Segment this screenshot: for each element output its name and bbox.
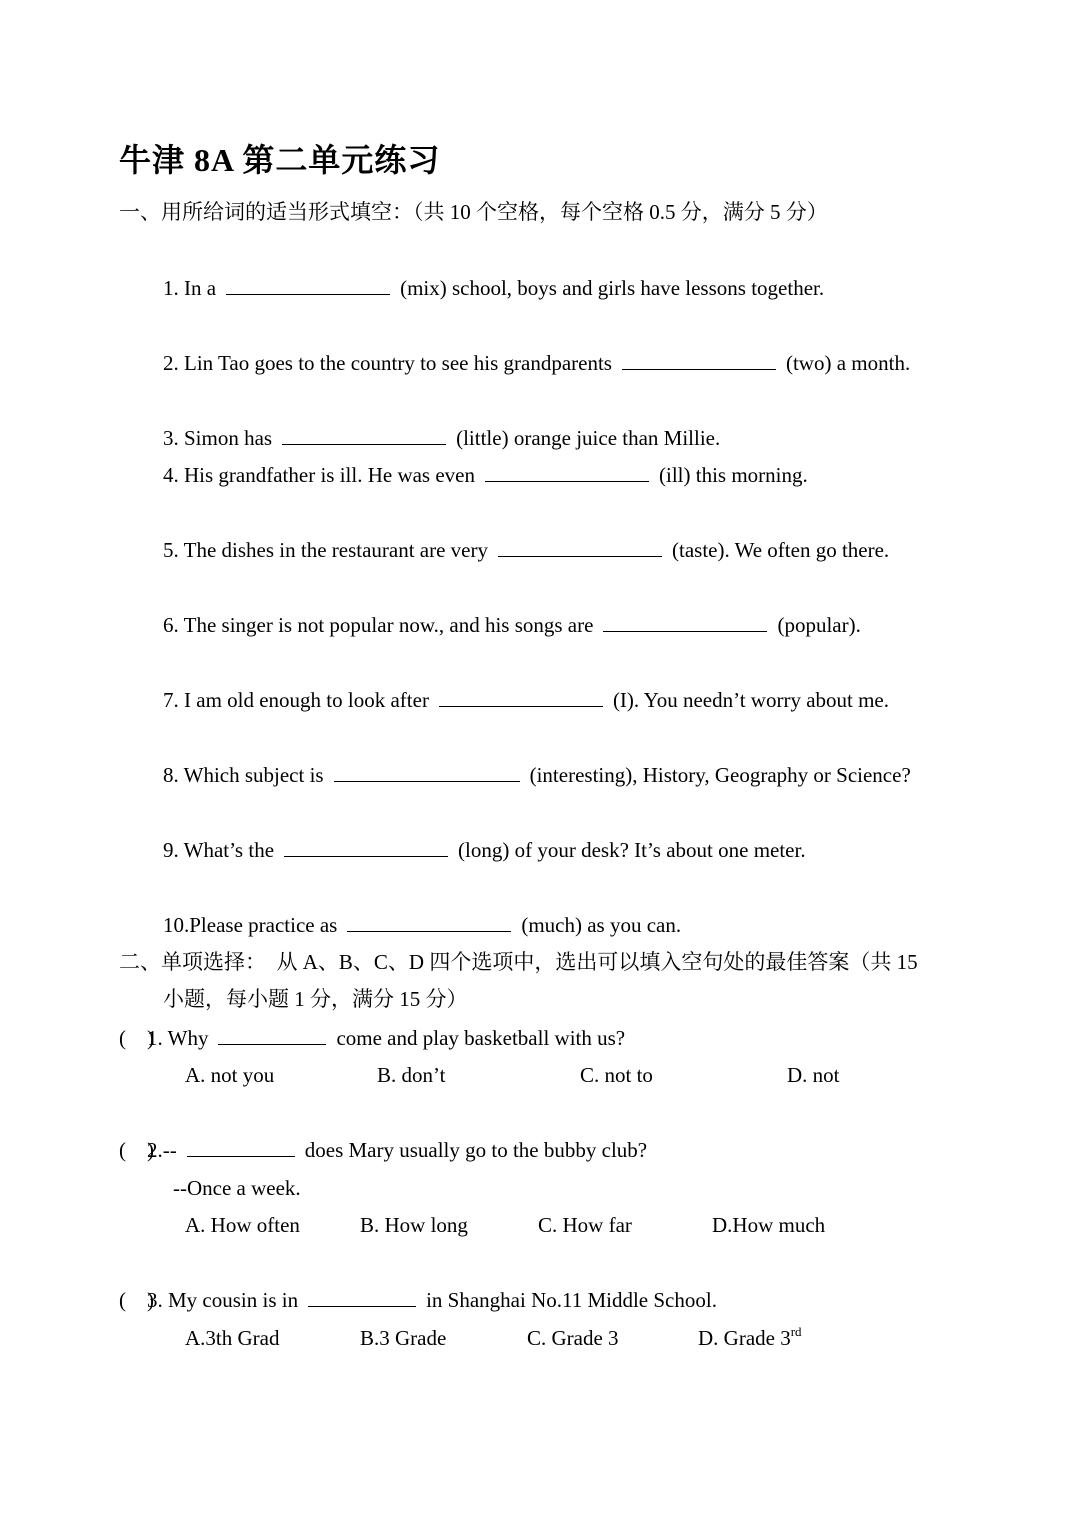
ordinal-superscript: rd (790, 1324, 802, 1339)
answer-blank[interactable] (498, 538, 662, 557)
question-2 (119, 1137, 647, 1163)
fill-item-3 (163, 425, 720, 451)
option-d[interactable] (698, 1325, 802, 1351)
fill-item-10 (163, 912, 681, 938)
answer-blank[interactable] (284, 838, 448, 857)
section1-heading: 一、用所给词的适当形式填空：（共 10 个空格，每个空格 0.5 分，满分 5 分） (119, 200, 828, 224)
answer-blank[interactable] (308, 1288, 416, 1307)
fill-item-4 (163, 462, 808, 488)
item-text-pre: 1. In a (163, 276, 217, 300)
item-text-pre: 6. The singer is not popular now., and his songs are (163, 613, 594, 637)
item-text-post: (interesting), History, Geography or Science? (529, 763, 911, 787)
option-a[interactable]: A. How often (185, 1213, 300, 1237)
question-text-pre: 3. My cousin is in (147, 1288, 299, 1312)
question-text-post: does Mary usually go to the bubby club? (304, 1138, 648, 1162)
option-d[interactable]: D.How much (712, 1213, 826, 1237)
item-text-post: (I). You needn’t worry about me. (612, 688, 890, 712)
item-text-post: (long) of your desk? It’s about one meter. (458, 838, 806, 862)
option-a[interactable]: A. not you (185, 1063, 275, 1087)
fill-item-8 (163, 762, 911, 788)
item-text-pre: 3. Simon has (163, 426, 273, 450)
item-text-post: (popular). (777, 613, 861, 637)
option-c[interactable]: C. How far (538, 1213, 632, 1237)
answer-blank[interactable] (347, 913, 511, 932)
item-text-post: (much) as you can. (521, 913, 682, 937)
question-text-pre: 1. Why (147, 1026, 209, 1050)
section2-heading-line2: 小题，每小题 1 分，满分 15 分） (163, 987, 468, 1011)
answer-blank[interactable] (485, 463, 649, 482)
fill-item-2 (163, 350, 910, 376)
item-text-post: (ill) this morning. (659, 463, 808, 487)
fill-item-9 (163, 837, 806, 863)
item-text-pre: 2. Lin Tao goes to the country to see his grandparents (163, 351, 612, 375)
fill-item-5 (163, 537, 889, 563)
answer-blank[interactable] (622, 351, 776, 370)
item-text-post: (mix) school, boys and girls have lessons together. (400, 276, 825, 300)
option-c[interactable]: C. not to (580, 1063, 653, 1087)
question-text-post: in Shanghai No.11 Middle School. (426, 1288, 717, 1312)
question-text-pre: 2.-- (147, 1138, 177, 1162)
section2-heading-line1: 二、单项选择： 从 A、B、C、D 四个选项中，选出可以填入空句处的最佳答案（共 15 (119, 950, 918, 974)
page-title: 牛津 8A 第二单元练习 (119, 142, 441, 178)
question-3 (119, 1287, 717, 1313)
question-1 (119, 1025, 625, 1051)
item-text-pre: 9. What’s the (163, 838, 275, 862)
item-text-post: (taste). We often go there. (672, 538, 890, 562)
option-a[interactable]: A.3th Grad (185, 1326, 280, 1350)
item-text-pre: 5. The dishes in the restaurant are very (163, 538, 488, 562)
answer-bracket[interactable]: ( ) (119, 1288, 154, 1312)
option-d-text: D. Grade 3 (698, 1326, 791, 1350)
answer-blank[interactable] (603, 613, 767, 632)
item-text-pre: 8. Which subject is (163, 763, 324, 787)
fill-item-7 (163, 687, 889, 713)
option-d[interactable]: D. not (787, 1063, 840, 1087)
item-text-pre: 7. I am old enough to look after (163, 688, 429, 712)
fill-item-1 (163, 275, 824, 301)
answer-bracket[interactable]: ( ) (119, 1138, 154, 1162)
answer-blank[interactable] (218, 1026, 326, 1045)
item-text-pre: 10.Please practice as (163, 913, 338, 937)
answer-blank[interactable] (187, 1138, 295, 1157)
option-c[interactable]: C. Grade 3 (527, 1326, 619, 1350)
answer-blank[interactable] (226, 276, 390, 295)
fill-item-6 (163, 612, 861, 638)
option-b[interactable]: B.3 Grade (360, 1326, 447, 1350)
item-text-post: (little) orange juice than Millie. (456, 426, 721, 450)
item-text-pre: 4. His grandfather is ill. He was even (163, 463, 475, 487)
answer-blank[interactable] (334, 763, 520, 782)
item-text-post: (two) a month. (785, 351, 911, 375)
option-b[interactable]: B. don’t (377, 1063, 446, 1087)
dialogue-answer: --Once a week. (173, 1176, 301, 1200)
answer-blank[interactable] (282, 426, 446, 445)
answer-bracket[interactable]: ( ) (119, 1026, 154, 1050)
answer-blank[interactable] (439, 688, 603, 707)
option-b[interactable]: B. How long (360, 1213, 468, 1237)
question-text-post: come and play basketball with us? (336, 1026, 626, 1050)
